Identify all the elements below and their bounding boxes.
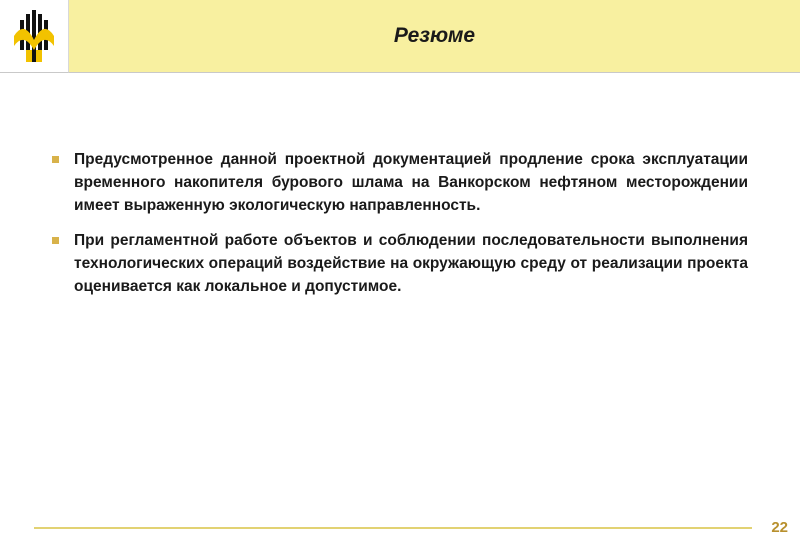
bullet-square-icon [52,237,59,244]
content-area [52,148,748,310]
footer-divider [34,527,752,529]
logo-box [0,0,69,73]
bullet-text: При регламентной работе объектов и соблюдении последовательности выполнения технологических операций воздействие на окружающую среду от реализации проекта оценивается как локальное и допустимое. [74,232,748,295]
title-bar [69,0,800,73]
bullet-item [52,148,748,217]
page-number: 22 [771,519,788,536]
bullet-text: Предусмотренное данной проектной документацией продление срока эксплуатации временного накопителя бурового шлама на Ванкорском нефтяном месторождении имеет выраженную экологическую направленность. [74,151,748,214]
bullet-square-icon [52,156,59,163]
rosneft-logo-icon [12,10,56,62]
slide-title: Резюме [393,24,476,47]
bullet-item [52,229,748,298]
